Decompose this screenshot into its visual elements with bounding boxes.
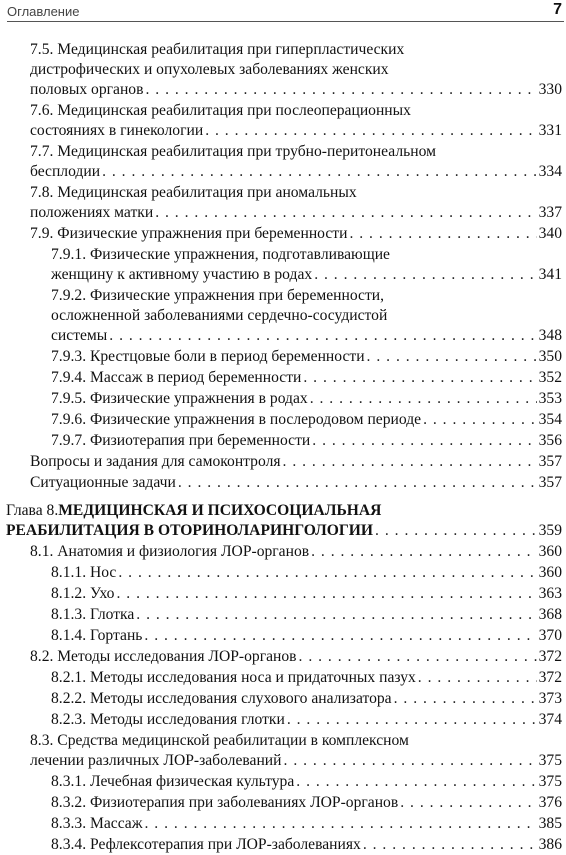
toc-line <box>51 772 562 792</box>
toc-page-number: 373 <box>538 690 562 707</box>
toc-line <box>51 431 562 451</box>
dot-leader <box>116 584 536 604</box>
dot-leader <box>375 521 537 541</box>
toc-entry[interactable] <box>51 626 562 646</box>
toc-entry-title: половых органов <box>30 81 144 98</box>
toc-page-number: 372 <box>538 648 562 665</box>
toc-entry-title: положениях матки <box>30 204 154 221</box>
toc-line <box>30 101 562 121</box>
toc-entry-title: женщину к активному участию в родах <box>51 266 313 283</box>
toc-line <box>30 647 562 667</box>
toc-page-number: 385 <box>538 815 562 832</box>
toc-page-number: 360 <box>538 564 562 581</box>
toc-entry[interactable] <box>51 584 562 604</box>
toc-page-number: 375 <box>538 773 562 790</box>
toc-entry[interactable] <box>51 605 562 625</box>
toc-entry[interactable] <box>51 368 562 388</box>
toc-entry-title: 8.1.4. Гортань <box>51 627 143 644</box>
toc-line <box>51 347 562 367</box>
toc-entry[interactable] <box>51 347 562 367</box>
dot-leader <box>367 347 537 367</box>
toc-line <box>51 286 562 306</box>
toc-line <box>51 835 562 855</box>
toc-page-number: 375 <box>538 752 562 769</box>
toc-line <box>51 563 562 583</box>
toc-entry-title: осложненной заболеваниями сердечно-сосудистой <box>51 307 388 324</box>
toc-line <box>51 689 562 709</box>
toc-line <box>30 121 562 141</box>
toc-entry[interactable] <box>51 286 562 346</box>
toc-line <box>51 584 562 604</box>
toc-line <box>51 710 562 730</box>
toc-line <box>30 60 562 80</box>
toc-entry-title: Вопросы и задания для самоконтроля <box>30 453 281 470</box>
toc-entry-title: 8.1.3. Глотка <box>51 606 135 623</box>
toc-page-number: 372 <box>538 669 562 686</box>
toc-page-number: 348 <box>538 327 562 344</box>
toc-line <box>30 40 562 60</box>
toc-page-number: 357 <box>538 474 562 491</box>
toc-entry[interactable] <box>30 183 562 223</box>
dot-leader <box>400 793 536 813</box>
toc-entry[interactable] <box>51 772 562 792</box>
toc-entry-title: 8.2.2. Методы исследования слухового анализатора <box>51 690 392 707</box>
toc-entry-title: 8.2.3. Методы исследования глотки <box>51 711 285 728</box>
toc-line <box>30 203 562 223</box>
dot-leader <box>144 626 536 646</box>
toc-entry-title: 7.9.2. Физические упражнения при беременности, <box>51 287 385 304</box>
toc-page-number: 386 <box>538 836 562 853</box>
dot-leader <box>283 452 537 472</box>
toc-entry[interactable] <box>51 410 562 430</box>
dot-leader <box>314 265 536 285</box>
toc-entry[interactable] <box>51 835 562 855</box>
toc-page-number: 334 <box>538 163 562 180</box>
toc-entry-title: 8.3.3. Массаж <box>51 815 143 832</box>
toc-line <box>30 224 562 244</box>
toc-page-number: 376 <box>538 794 562 811</box>
toc-entry[interactable] <box>51 689 562 709</box>
toc-line <box>51 626 562 646</box>
toc-line <box>30 80 562 100</box>
toc-page-number: 374 <box>538 711 562 728</box>
dot-leader <box>136 605 536 625</box>
toc-entry[interactable] <box>51 814 562 834</box>
toc-entry[interactable] <box>30 452 562 472</box>
dot-leader <box>310 389 537 409</box>
toc-entry-title: 7.9.5. Физические упражнения в родах <box>51 390 308 407</box>
toc-line <box>51 265 562 285</box>
toc-page-number: 363 <box>538 585 562 602</box>
toc-page-number: 350 <box>538 348 562 365</box>
toc-line <box>51 389 562 409</box>
dot-leader <box>349 224 536 244</box>
toc-entry-title: 7.7. Медицинская реабилитация при трубно-перитонеальном <box>30 143 436 160</box>
dot-leader <box>312 431 536 451</box>
toc-entry[interactable] <box>51 563 562 583</box>
toc-entry[interactable] <box>51 668 562 688</box>
toc-entry-title: 8.3.1. Лечебная физическая культура <box>51 773 295 790</box>
toc-line <box>30 183 562 203</box>
toc-entry[interactable] <box>30 224 562 244</box>
toc-page-number: 357 <box>538 453 562 470</box>
chapter-label: Глава 8. <box>6 502 59 519</box>
toc-page-number: 330 <box>538 81 562 98</box>
toc-line <box>6 521 562 541</box>
toc-line <box>30 473 562 493</box>
toc-entry[interactable] <box>51 431 562 451</box>
dot-leader <box>284 751 537 771</box>
toc-line <box>30 162 562 182</box>
toc-entry-title: 7.9.6. Физические упражнения в послеродовом периоде <box>51 411 422 428</box>
running-title: Оглавление <box>7 4 80 19</box>
dot-leader <box>205 121 536 141</box>
toc-entry-title: 7.8. Медицинская реабилитация при аномальных <box>30 184 357 201</box>
toc-entry[interactable] <box>30 101 562 141</box>
toc-line <box>30 452 562 472</box>
toc-page-number: 356 <box>538 432 562 449</box>
dot-leader <box>109 326 536 346</box>
toc-page-number: 359 <box>538 522 562 539</box>
dot-leader <box>363 835 537 855</box>
dot-leader <box>118 563 536 583</box>
dot-leader <box>155 203 536 223</box>
toc-entry-title: 7.9.7. Физиотерапия при беременности <box>51 432 311 449</box>
toc-entry-title: 8.3.4. Рефлексотерапия при ЛОР-заболеваниях <box>51 836 361 853</box>
toc-entry[interactable] <box>30 731 562 771</box>
dot-leader <box>299 647 537 667</box>
toc-line <box>51 668 562 688</box>
dot-leader <box>311 542 537 562</box>
toc-entry[interactable] <box>30 473 562 493</box>
dot-leader <box>303 368 536 388</box>
toc-entry[interactable] <box>30 40 562 100</box>
toc-entry-title: 8.1. Анатомия и физиология ЛОР-органов <box>30 543 310 560</box>
toc-entry-title: лечении различных ЛОР-заболеваний <box>30 752 282 769</box>
toc-entry-title: Ситуационные задачи <box>30 474 176 491</box>
toc-entry[interactable] <box>30 142 562 182</box>
toc-page-number: 331 <box>538 122 562 139</box>
toc-page-number: 353 <box>538 390 562 407</box>
toc-entry-title: бесплодии <box>30 163 101 180</box>
toc-line <box>51 793 562 813</box>
toc-line <box>51 245 562 265</box>
dot-leader <box>418 668 537 688</box>
toc-entry-title: 7.9.1. Физические упражнения, подготавливающие <box>51 246 390 263</box>
toc-entry-title: 8.2.1. Методы исследования носа и придаточных пазух <box>51 669 416 686</box>
toc-line <box>30 731 562 751</box>
toc-line <box>6 501 562 521</box>
dot-leader <box>102 162 537 182</box>
toc-page-number: 370 <box>538 627 562 644</box>
dot-leader <box>423 410 537 430</box>
toc-page-number: 352 <box>538 369 562 386</box>
toc-line <box>30 142 562 162</box>
page-number: 7 <box>553 1 562 18</box>
toc-entry[interactable] <box>30 647 562 667</box>
toc-line <box>51 306 562 326</box>
toc-line <box>30 542 562 562</box>
dot-leader <box>296 772 536 792</box>
toc-entry-title: системы <box>51 327 108 344</box>
toc-entry[interactable] <box>51 793 562 813</box>
toc-line <box>30 751 562 771</box>
dot-leader <box>394 689 537 709</box>
toc-entry-title: 7.9. Физические упражнения при беременности <box>30 225 348 242</box>
toc-entry-title: 8.1.1. Нос <box>51 564 117 581</box>
toc-page-number: 354 <box>538 411 562 428</box>
toc-entry-title: 8.2. Методы исследования ЛОР-органов <box>30 648 297 665</box>
toc-entry-title: 8.3.2. Физиотерапия при заболеваниях ЛОР-органов <box>51 794 399 811</box>
toc-entry-title: дистрофических и опухолевых заболеваниях женских <box>30 61 389 78</box>
toc-line <box>51 605 562 625</box>
toc-entry[interactable] <box>30 542 562 562</box>
toc-entry-title: состояниях в гинекологии <box>30 122 204 139</box>
toc-page-number: 341 <box>538 266 562 283</box>
toc-entry[interactable] <box>51 245 562 285</box>
toc-page-number: 368 <box>538 606 562 623</box>
toc-entry-title: 8.3. Средства медицинской реабилитации в комплексном <box>30 732 409 749</box>
toc-page-number: 340 <box>538 225 562 242</box>
dot-leader <box>287 710 537 730</box>
toc-line <box>51 814 562 834</box>
toc-entry-title: 7.9.3. Крестцовые боли в период беременности <box>51 348 365 365</box>
toc-entry-title: МЕДИЦИНСКАЯ И ПСИХОСОЦИАЛЬНАЯ <box>58 502 382 519</box>
toc-page-number: 360 <box>538 543 562 560</box>
dot-leader <box>178 473 537 493</box>
toc-entry-title: 7.9.4. Массаж в период беременности <box>51 369 302 386</box>
toc-entry[interactable] <box>51 389 562 409</box>
toc-entry[interactable] <box>51 710 562 730</box>
toc-entry[interactable] <box>6 501 562 541</box>
toc-line <box>51 326 562 346</box>
dot-leader <box>145 80 536 100</box>
toc-entry-title: 7.5. Медицинская реабилитация при гиперпластических <box>30 41 405 58</box>
toc-line <box>51 368 562 388</box>
toc-line <box>51 410 562 430</box>
toc-entry-title: РЕАБИЛИТАЦИЯ В ОТОРИНОЛАРИНГОЛОГИИ <box>6 522 374 539</box>
toc-entry-title: 7.6. Медицинская реабилитация при послеоперационных <box>30 102 411 119</box>
dot-leader <box>145 814 537 834</box>
toc-entry-title: 8.1.2. Ухо <box>51 585 115 602</box>
toc-page-number: 337 <box>538 204 562 221</box>
